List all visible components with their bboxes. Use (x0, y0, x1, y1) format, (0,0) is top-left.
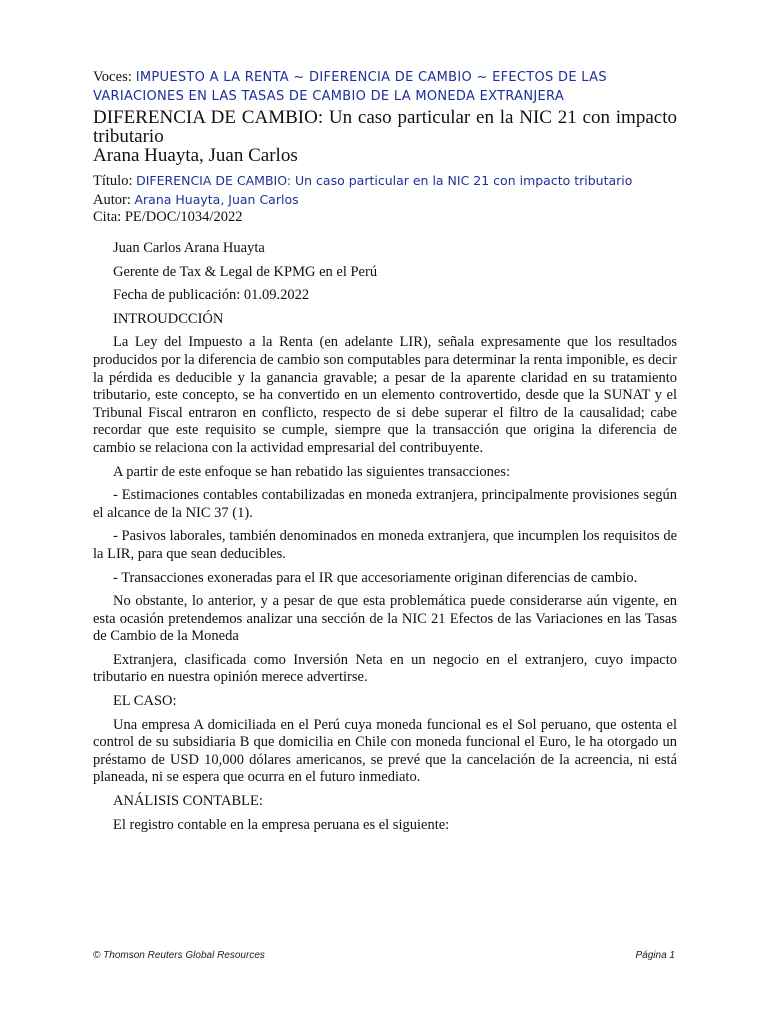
body-paragraph: La Ley del Impuesto a la Renta (en adelante LIR), señala expresamente que los resultados producidos por la diferencia de cambio son computables para determinar la renta imponible, es decir la pérdida es deducible y la ganancia gravable; a pesar de la aparente claridad en su tratamiento tributario, este concepto, se ha convertido en un elemento controvertido, desde que la SUNAT y el Tribunal Fiscal entraron en conflicto, respecto de si debe superar el filtro de la causalidad; cabe recordar que este requisito se cumple, siempre que la transacción que origina la diferencia de cambio se relaciona con la actividad empresarial del contribuyente. (93, 334, 677, 456)
section-heading-introduccion: INTROUDCCIÓN (113, 310, 224, 327)
body-paragraph: No obstante, lo anterior, y a pesar de que esta problemática puede considerarse aún vigente, en esta ocasión pretendemos analizar una sección de la NIC 21 Efectos de las Variaciones en las Tasas de Cambio de la Moneda (93, 593, 677, 645)
body-paragraph: El registro contable en la empresa peruana es el siguiente: (113, 816, 450, 833)
cita-label: Cita: (93, 209, 122, 225)
article-body (93, 240, 677, 840)
titulo-link[interactable]: DIFERENCIA DE CAMBIO: Un caso particular en la NIC 21 con impacto tributario (136, 173, 633, 188)
author-name-line: Juan Carlos Arana Huayta (113, 240, 265, 256)
body-paragraph: A partir de este enfoque se han rebatido las siguientes transacciones: (113, 463, 511, 480)
autor-link[interactable]: Arana Huayta, Juan Carlos (134, 191, 299, 207)
body-paragraph: Una empresa A domiciliada en el Perú cuya moneda funcional es el Sol peruano, que ostenta el control de su subsidiaria B que domicilia en Chile con moneda funcional el Euro, le ha otorgado un préstamo de USD 10,000 dólares americanos, se prevé que la cancelación de la acreencia, ni está planeada, ni se espera que ocurra en el futuro inmediato. (93, 716, 677, 786)
list-item: - Estimaciones contables contabilizadas en moneda extranjera, principalmente provisiones según el alcance de la NIC 37 (1). (93, 487, 677, 521)
autor-label: Autor: (93, 191, 131, 208)
voces-line (93, 68, 677, 106)
section-heading-analisis-contable: ANÁLISIS CONTABLE: (113, 793, 263, 810)
voces-label: Voces: (93, 69, 132, 85)
voces-link[interactable]: IMPUESTO A LA RENTA ~ DIFERENCIA DE CAMBIO ~ EFECTOS DE LAS VARIACIONES EN LAS TASAS DE CAMBIO DE LA MONEDA EXTRANJERA (93, 70, 607, 104)
publication-date-line: Fecha de publicación: 01.09.2022 (113, 287, 310, 304)
titulo-label: Título: (93, 173, 133, 189)
author-position-line: Gerente de Tax & Legal de KPMG en el Perú (113, 263, 378, 280)
list-item: - Transacciones exoneradas para el IR que accesoriamente originan diferencias de cambio. (113, 569, 638, 586)
metadata-block (93, 172, 693, 227)
document-author: Arana Huayta, Juan Carlos (93, 145, 298, 166)
autor-row (93, 191, 693, 210)
section-heading-el-caso: EL CASO: (113, 693, 177, 710)
cita-row (93, 209, 693, 227)
list-item: - Pasivos laborales, también denominados en moneda extranjera, que incumplen los requisitos de la LIR, para que sean deducibles. (93, 528, 677, 562)
body-paragraph: Extranjera, clasificada como Inversión Neta en un negocio en el extranjero, cuyo impacto tributario en nuestra opinión merece advertirse. (93, 651, 677, 686)
footer-copyright: © Thomson Reuters Global Resources (93, 950, 265, 961)
document-title: DIFERENCIA DE CAMBIO: Un caso particular en la NIC 21 con impacto tributario (93, 107, 677, 147)
footer-page-number: Página 1 (635, 950, 675, 961)
titulo-row (93, 172, 693, 191)
cita-value: PE/DOC/1034/2022 (124, 209, 243, 225)
